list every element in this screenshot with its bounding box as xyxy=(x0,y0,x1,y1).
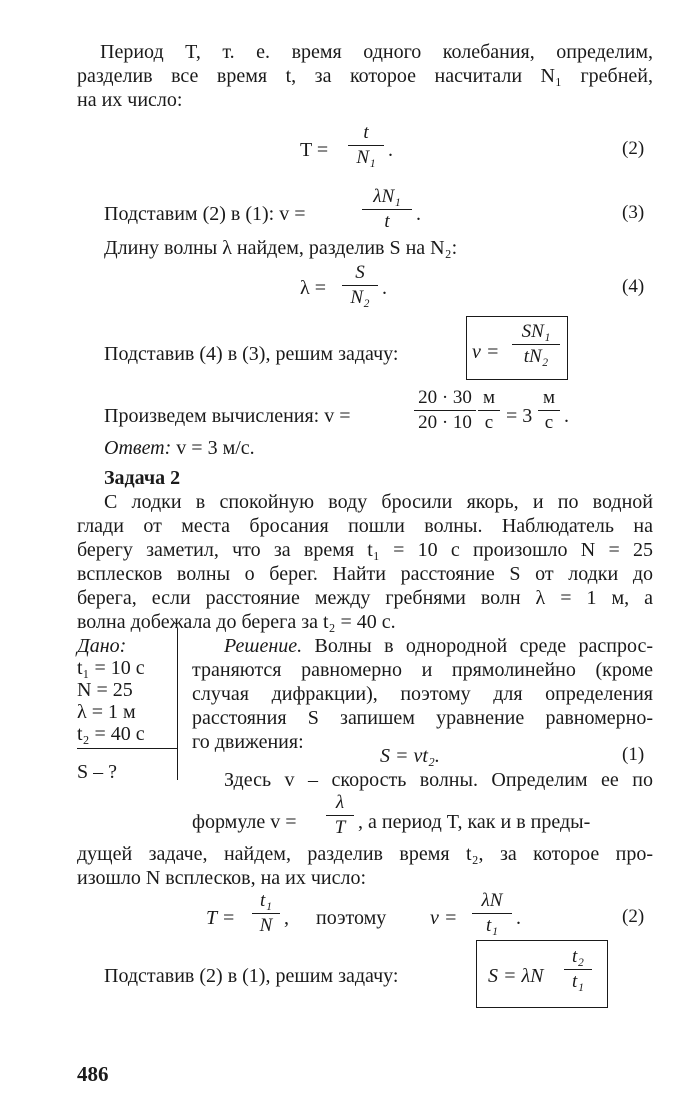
denominator: с xyxy=(484,412,494,433)
given-item: N = 25 xyxy=(77,679,133,701)
text-line: случая дифракции), поэтому для определения xyxy=(192,683,653,705)
text-line: глади от места бросания пошли волны. Наблюдатель на xyxy=(77,515,653,537)
fraction-bar xyxy=(512,344,560,345)
numerator: м xyxy=(542,387,556,408)
numerator: t xyxy=(363,122,369,143)
denominator: tN₂ xyxy=(523,346,549,367)
denominator: N₂ xyxy=(350,287,370,308)
text-line: Длину волны λ найдем, разделив S на N₂: xyxy=(104,237,458,259)
page-number: 486 xyxy=(77,1062,109,1086)
unit-fraction xyxy=(478,387,500,434)
fraction xyxy=(348,122,384,169)
numerator: λN₁ xyxy=(373,186,401,207)
equation-lead: формуле v = xyxy=(192,811,297,833)
answer-value: v = 3 м/с. xyxy=(176,437,255,459)
fraction-bar xyxy=(348,145,384,146)
denominator: T xyxy=(334,817,346,838)
answer xyxy=(104,436,255,460)
text-line: С лодки в спокойную воду бросили якорь, и по водной xyxy=(104,491,653,513)
equation-number: (2) xyxy=(622,138,645,159)
numerator: м xyxy=(482,387,496,408)
denominator: t₁ xyxy=(572,971,584,992)
given-title: Дано: xyxy=(77,635,127,657)
fraction xyxy=(252,890,280,937)
denominator: N₁ xyxy=(356,147,376,168)
numerator: 20 · 30 xyxy=(418,387,472,408)
numerator: t₂ xyxy=(572,946,584,967)
fraction xyxy=(512,321,560,368)
text-line: на их число: xyxy=(77,89,183,111)
fraction-bar xyxy=(472,913,512,914)
equation-lhs: v = xyxy=(430,907,458,929)
numerator: λ xyxy=(335,792,345,813)
fraction xyxy=(414,387,476,434)
given-separator xyxy=(177,628,178,780)
given-item: t₂ = 40 с xyxy=(77,723,145,745)
equation-tail: . xyxy=(388,139,393,161)
fraction xyxy=(362,186,412,233)
text-line: расстояния S запишем уравнение равномерно- xyxy=(192,707,653,729)
numerator: SN₁ xyxy=(521,321,551,342)
denominator: t₁ xyxy=(486,915,498,936)
text-line xyxy=(224,634,653,658)
equation-lhs: v = xyxy=(472,341,500,363)
equation-tail: . xyxy=(516,907,521,929)
fraction-bar xyxy=(342,285,378,286)
text-line: Период T, т. е. время одного колебания, определим, xyxy=(100,41,653,63)
fraction xyxy=(326,792,354,839)
text-line: всплесков волны о берег. Найти расстояние S от лодки до xyxy=(77,563,653,585)
unit-fraction xyxy=(538,387,560,434)
given-divider xyxy=(77,748,177,749)
denominator: t xyxy=(384,211,390,232)
text-line: траняются равномерно и прямолинейно (кроме xyxy=(192,659,653,681)
equation-lead: Произведем вычисления: v = xyxy=(104,405,351,427)
equation-number: (3) xyxy=(622,202,645,223)
denominator: N xyxy=(259,915,273,936)
equation-lead: Подставив (4) в (3), решим задачу: xyxy=(104,343,399,365)
given-item: λ = 1 м xyxy=(77,701,136,723)
fraction xyxy=(342,262,378,309)
equation: S = vt₂. xyxy=(380,745,440,767)
numerator: λN xyxy=(481,890,503,911)
text-line: изошло N всплесков, на их число: xyxy=(77,867,367,889)
fraction-bar xyxy=(564,969,592,970)
equation-lead: Подставив (2) в (1), решим задачу: xyxy=(104,965,399,987)
equation-number: (2) xyxy=(622,906,645,927)
fraction-bar xyxy=(538,410,560,411)
fraction-bar xyxy=(252,913,280,914)
equation-result: = 3 xyxy=(506,405,533,427)
numerator: t₁ xyxy=(260,890,272,911)
equation-comma: , xyxy=(284,907,289,929)
text-line: берега, если расстояние между гребнями волн λ = 1 м, а xyxy=(77,587,653,609)
solution-text: Волны в однородной среде распрос- xyxy=(314,635,654,657)
denominator: с xyxy=(544,412,554,433)
equation-tail: . xyxy=(564,405,569,427)
equation-lhs: S = λN xyxy=(488,965,544,987)
fraction-bar xyxy=(414,410,476,411)
denominator: 20 · 10 xyxy=(418,412,472,433)
text-line: волна добежала до берега за t₂ = 40 с. xyxy=(77,611,396,633)
text-line: дущей задаче, найдем, разделив время t₂, за которое про- xyxy=(77,843,653,865)
text-line: Здесь v – скорость волны. Определим ее по xyxy=(224,769,653,791)
text-line: , а период T, как и в преды- xyxy=(358,811,591,833)
equation-number: (4) xyxy=(622,276,645,297)
text-line: разделив все время t, за которое насчитали N₁ гребней, xyxy=(77,65,653,87)
equation-tail: . xyxy=(382,277,387,299)
given-item: t₁ = 10 с xyxy=(77,657,145,679)
equation-lhs: λ = xyxy=(300,277,326,299)
fraction-bar xyxy=(478,410,500,411)
equation-lhs: T = xyxy=(300,139,329,161)
equation-tail: . xyxy=(416,203,421,225)
fraction xyxy=(564,946,592,993)
task-title: Задача 2 xyxy=(104,467,181,489)
equation-text: поэтому xyxy=(316,907,387,929)
fraction-bar xyxy=(362,209,412,210)
given-find: S – ? xyxy=(77,761,117,783)
solution-label: Решение. xyxy=(224,635,303,657)
numerator: S xyxy=(355,262,365,283)
equation-lead: Подставим (2) в (1): v = xyxy=(104,203,306,225)
equation-lhs: T = xyxy=(206,907,236,929)
fraction xyxy=(472,890,512,937)
text-line: берегу заметил, что за время t₁ = 10 с произошло N = 25 xyxy=(77,539,653,561)
answer-label: Ответ: xyxy=(104,437,172,459)
fraction-bar xyxy=(326,815,354,816)
text-line: го движения: xyxy=(192,731,304,753)
equation-number: (1) xyxy=(622,744,645,765)
